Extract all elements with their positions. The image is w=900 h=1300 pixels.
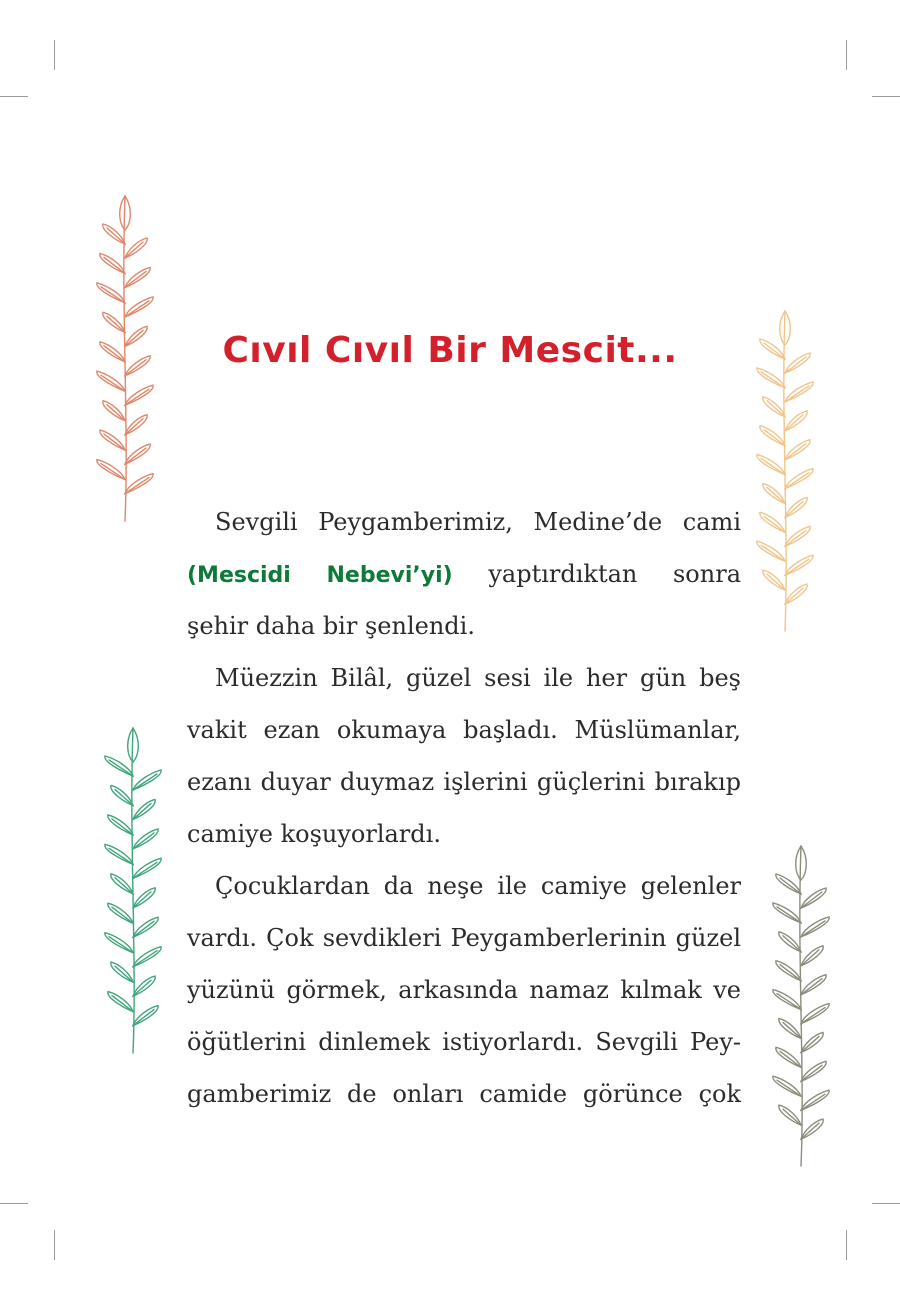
crop-mark: [872, 96, 900, 97]
text-line: vardı. Çok sevdikleri Peygamberlerinin güzel: [187, 924, 741, 952]
text-line: gamberimiz de onları camide görünce çok: [187, 1080, 741, 1108]
text-line: [187, 548, 741, 600]
crop-mark: [54, 40, 55, 70]
crop-mark: [0, 1203, 28, 1204]
text-line: Sevgili Peygamberimiz, Medine’de cami: [215, 508, 741, 536]
text-line: öğütlerini dinlemek istiyorlardı. Sevgili Pey-: [187, 1028, 741, 1056]
crop-mark: [54, 1230, 55, 1260]
text-line: şehir daha bir şenlendi.: [187, 612, 475, 640]
text-line: yüzünü görmek, arkasında namaz kılmak ve: [187, 976, 741, 1004]
text-fragment: yaptırdıktan sonra: [452, 560, 741, 588]
leaf-sprig-icon: [768, 840, 834, 1170]
body-text: [187, 496, 741, 1120]
crop-mark: [846, 1230, 847, 1260]
crop-mark: [0, 96, 28, 97]
text-line: Müezzin Bilâl, güzel sesi ile her gün beş: [215, 664, 741, 692]
leaf-sprig-icon: [100, 722, 166, 1057]
text-line: camiye koşuyorlardı.: [187, 820, 441, 848]
highlight-text: (Mescidi Nebevi’yi): [187, 563, 453, 588]
text-line: vakit ezan okumaya başladı. Müslümanlar,: [187, 716, 741, 744]
page-title: Cıvıl Cıvıl Bir Mescit...: [222, 330, 678, 371]
crop-mark: [872, 1203, 900, 1204]
text-line: ezanı duyar duymaz işlerini güçlerini bırakıp: [187, 768, 741, 796]
text-line: Çocuklardan da neşe ile camiye gelenler: [215, 872, 741, 900]
crop-mark: [846, 40, 847, 70]
